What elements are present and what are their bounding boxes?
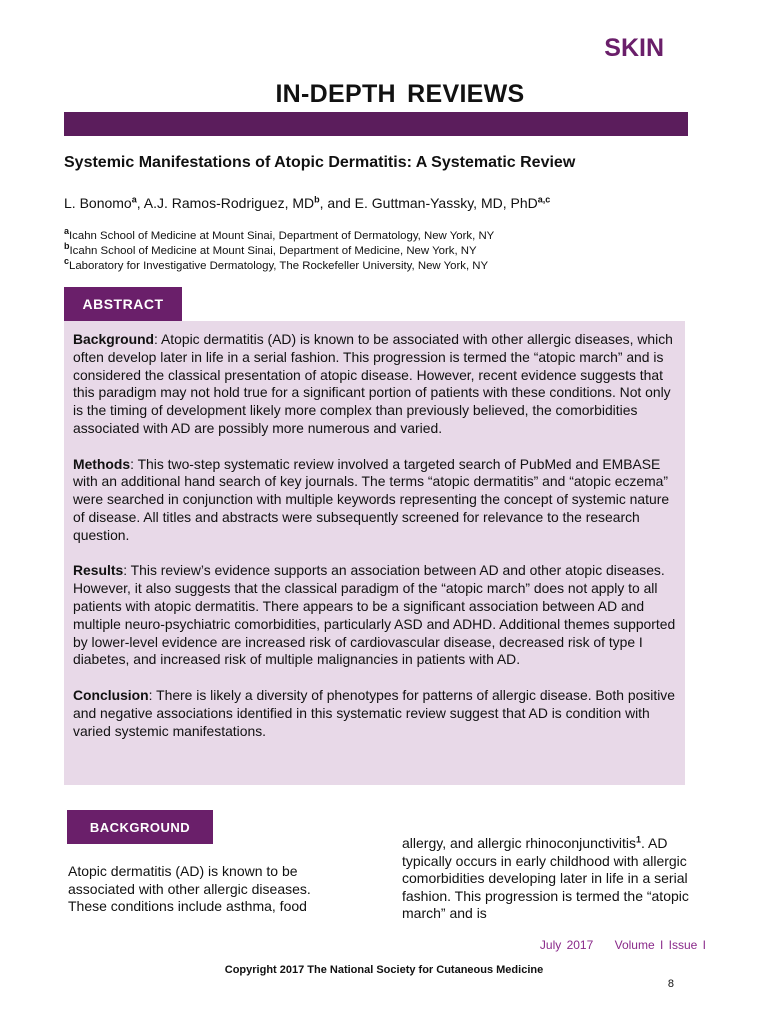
author-affiliation-mark: b [314,194,320,205]
abstract-text: : Atopic dermatitis (AD) is known to be associated with other allergic diseases, which often develop later in life in a serial fashion. This progression is termed the “atopic march” and is considered the classical presentation of atopic disease. However, recent evidence suggests that this paradigm may not hold true for a significant portion of patients with these conditions. Not only is the timing of development likely more complex than previously believed, the comorbidities associated with AD are possibly more numerous and varied. [73,331,673,436]
author-name: , and E. Guttman-Yassky, MD, PhD [319,195,538,211]
author-list [64,195,550,211]
citation-mark: 1 [635,834,641,845]
affiliation-text: Icahn School of Medicine at Mount Sinai, Department of Dermatology, New York, NY [69,230,495,242]
page-number: 8 [667,978,674,990]
abstract-background [73,331,677,438]
abstract-heading: Results [73,562,124,579]
affiliation-a [64,226,495,242]
affiliation-c [64,256,489,272]
body-column-left: Atopic dermatitis (AD) is known to be associated with other allergic diseases. These conditions include asthma, food [68,863,311,914]
abstract-conclusion [73,687,677,740]
abstract-heading: Background [73,331,155,347]
background-label: BACKGROUND [67,810,213,844]
abstract-heading: Conclusion [73,686,149,703]
copyright-notice: Copyright 2017 The National Society for Cutaneous Medicine [224,964,544,976]
affiliation-mark: a [64,226,70,237]
journal-name: SKIN [604,34,664,62]
abstract-text: : This two-step systematic review involved a targeted search of PubMed and EMBASE with an additional hand search of key journals. The terms “atopic dermatitis” and “atopic eczema” were searched in conjunction with multiple keywords representing the concept of systemic nature of disease. All titles and abstracts were subsequently screened for relevance to the research question. [73,455,670,543]
section-title: IN-DEPTH REVIEWS [275,80,525,108]
abstract-box [64,321,685,785]
header-bar [64,112,688,136]
body-text: allergy, and allergic rhinoconjunctivitis [402,835,636,851]
abstract-heading: Methods [73,455,131,472]
author-affiliation-mark: a,c [537,194,551,205]
author-affiliation-mark: a [131,194,137,205]
abstract-results [73,562,677,669]
author-name: , A.J. Ramos-Rodriguez, MD [136,195,315,211]
article-title: Systemic Manifestations of Atopic Dermatitis: A Systematic Review [64,154,576,171]
abstract-text: : There is likely a diversity of phenotypes for patterns of allergic disease. Both positive and negative associations identified in this systematic review suggest that AD is condition with varied systemic manifestations. [73,686,675,739]
abstract-methods [73,456,677,545]
affiliation-text: Laboratory for Investigative Dermatology, The Rockefeller University, New York, NY [69,260,489,272]
issue-info: July 2017 Volume I Issue I [539,938,706,952]
affiliation-b [64,241,477,257]
abstract-label: ABSTRACT [64,287,182,321]
affiliation-text: Icahn School of Medicine at Mount Sinai, Department of Medicine, New York, NY [69,245,477,257]
affiliation-mark: b [64,241,70,252]
affiliation-mark: c [64,256,70,267]
abstract-text: : This review’s evidence supports an association between AD and other atopic diseases. However, it also suggests that the classical paradigm of the “atopic march” does not apply to all patients with atopic dermatitis. There appears to be a significant association between AD and multiple neuro-psychiatric comorbidities, particularly ASD and ADHD. Additional themes supported by lower-level evidence are increased risk of cardiovascular disease, decreased risk of type I diabetes, and increased risk of multiple malignancies in patients with AD. [73,562,676,668]
author-name: L. Bonomo [64,195,132,211]
body-text: . AD typically occurs in early childhood with allergic comorbidities developing later in life in a serial fashion. This progression is termed the “atopic march” and is [402,835,689,921]
body-column-right [402,835,702,923]
